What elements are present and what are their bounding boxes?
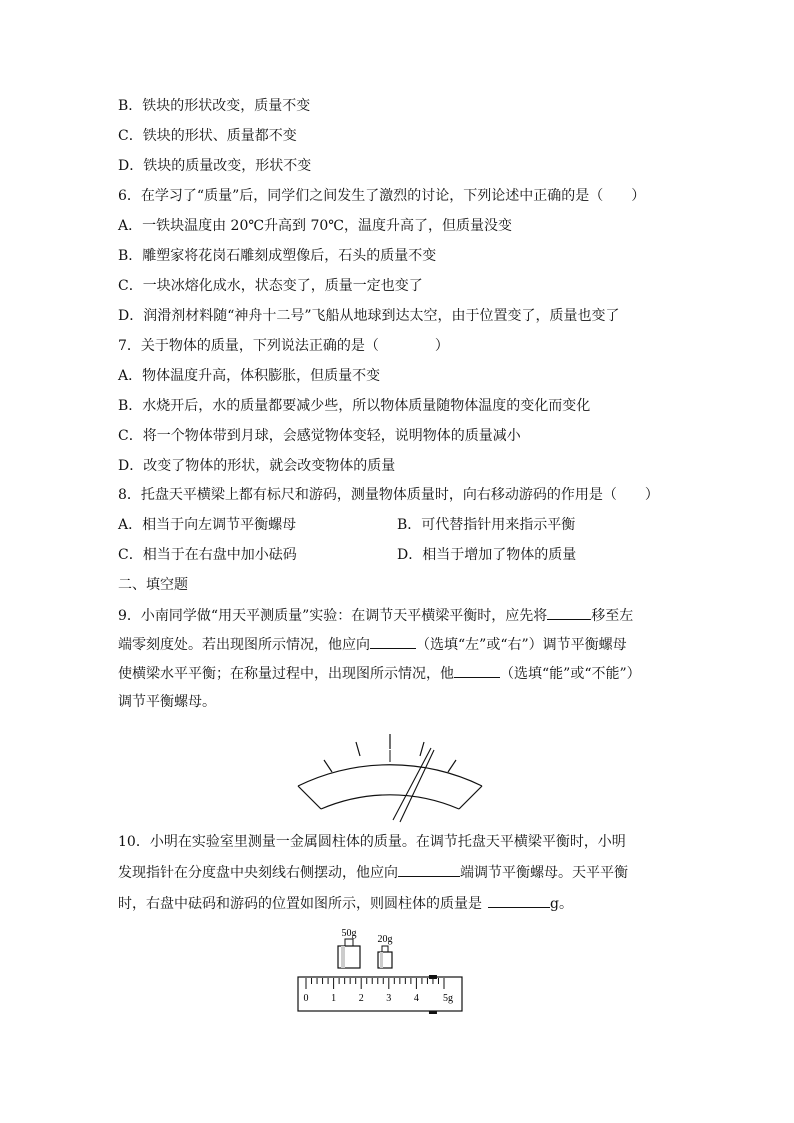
scale-label: 2 (358, 993, 364, 1004)
dial-tick (324, 760, 332, 772)
q9-line3 (118, 663, 641, 684)
q10-text-2b: 端调节平衡螺母。天平平衡 (460, 865, 628, 881)
q7-option-c: C．将一个物体带到月球，会感觉物体变轻，说明物体的质量减小 (118, 428, 521, 444)
q6-option-b: B．雕塑家将花岗石雕刻成塑像后，石头的质量不变 (118, 248, 437, 264)
dial-outer-arc (298, 765, 482, 786)
q8-option-d: D．相当于增加了物体的质量 (397, 547, 577, 563)
scale-label: 4 (413, 993, 419, 1004)
q9-blank-3[interactable] (454, 663, 500, 678)
q9-text-1a: 9．小南同学做“用天平测质量”实验：在调节天平横梁平衡时，应先将 (118, 608, 548, 624)
q5-option-d: D．铁块的质量改变，形状不变 (118, 158, 312, 174)
scale-label: 3 (386, 993, 392, 1004)
q6-option-c: C．一块冰熔化成水，状态变了，质量一定也变了 (118, 278, 423, 294)
q10-blank-2[interactable] (488, 893, 550, 908)
pointer-line-1 (393, 748, 431, 820)
q5-option-c: C．铁块的形状、质量都不变 (118, 128, 297, 144)
q9-text-3b: （选填“能”或“不能”） (500, 666, 641, 682)
rider-marker (429, 975, 437, 979)
q6-option-a: A．一铁块温度由 20℃升高到 70℃，温度升高了，但质量没变 (118, 218, 512, 234)
scale-label: 5g (443, 993, 453, 1004)
q7-option-b: B．水烧开后，水的质量都要减少些，所以物体质量随物体温度的变化而变化 (118, 398, 591, 414)
q8-option-a: A．相当于向左调节平衡螺母 (118, 517, 297, 533)
q8-option-c: C．相当于在右盘中加小砝码 (118, 547, 297, 563)
q8-option-b: B．可代替指针用来指示平衡 (397, 517, 576, 533)
section-heading: 二、填空题 (118, 577, 188, 593)
q9-text-2a: 端零刻度处。若出现图所示情况，他应向 (118, 637, 370, 653)
q10-blank-1[interactable] (398, 862, 460, 877)
q9-blank-1[interactable] (547, 605, 591, 620)
q10-text-3a: 时，右盘中砝码和游码的位置如图所示，则圆柱体的质量是 (118, 896, 482, 912)
balance-dial-figure (290, 720, 490, 825)
q9-blank-2[interactable] (370, 634, 416, 649)
dial-tick (356, 742, 360, 756)
q9-line1 (118, 605, 633, 626)
q8-stem: 8．托盘天平横梁上都有标尺和游码，测量物体质量时，向右移动游码的作用是（ ） (118, 487, 659, 503)
weight-50g-label: 50g (341, 928, 357, 939)
weights-and-scale-figure (290, 922, 470, 1022)
weight-50g-knob (345, 939, 353, 946)
q6-stem: 6．在学习了“质量”后，同学们之间发生了激烈的讨论，下列论述中正确的是（ ） (118, 188, 646, 204)
scale-label: 0 (303, 993, 309, 1004)
q7-option-a: A．物体温度升高，体积膨胀，但质量不变 (118, 368, 381, 384)
rider-marker-bottom (429, 1011, 437, 1014)
q10-line3 (118, 893, 573, 914)
q7-stem: 7．关于物体的质量，下列说法正确的是（ ） (118, 338, 449, 354)
dial-inner-arc (321, 795, 459, 809)
q10-line2 (118, 862, 628, 883)
weight-20g-knob (382, 946, 388, 952)
q10-text-2a: 发现指针在分度盘中央刻线右侧摆动，他应向 (118, 865, 398, 881)
q9-text-1b: 移至左 (591, 608, 634, 624)
q9-text-2b: （选填“左”或“右”）调节平衡螺母 (416, 637, 627, 653)
scale-label: 1 (331, 993, 337, 1004)
dial-right-edge (459, 786, 482, 809)
q10-text-3b: g。 (550, 896, 573, 912)
q10-line1: 10．小明在实验室里测量一金属圆柱体的质量。在调节托盘天平横梁平衡时，小明 (118, 834, 626, 850)
q7-option-d: D．改变了物体的形状，就会改变物体的质量 (118, 458, 396, 474)
q6-option-d: D．润滑剂材料随“神舟十二号”飞船从地球到达太空，由于位置变了，质量也变了 (118, 308, 620, 324)
q9-line2 (118, 634, 627, 655)
weight-20g-label: 20g (377, 934, 393, 945)
q5-option-b: B．铁块的形状改变，质量不变 (118, 98, 311, 114)
q9-line4: 调节平衡螺母。 (118, 694, 216, 710)
dial-left-edge (298, 786, 321, 809)
q8-options-row1 (118, 515, 296, 535)
dial-tick (448, 760, 456, 772)
dial-tick (420, 742, 424, 756)
pointer-line-2 (400, 750, 434, 822)
q9-text-3a: 使横梁水平平衡；在称量过程中，出现图所示情况，他 (118, 666, 454, 682)
